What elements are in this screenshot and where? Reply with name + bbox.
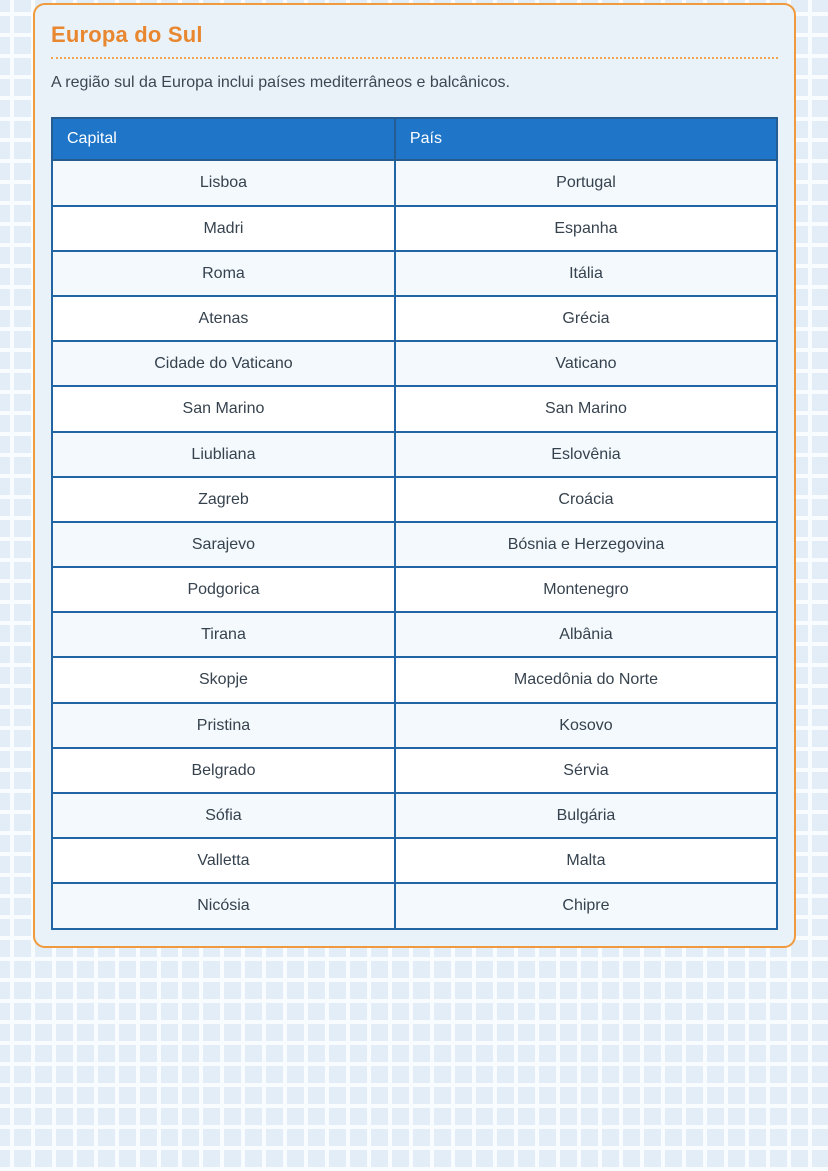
table-row	[52, 748, 777, 793]
capital-cell: Nicósia	[52, 883, 395, 928]
region-description: A região sul da Europa inclui países mediterrâneos e balcânicos.	[51, 74, 510, 91]
table-row	[52, 341, 777, 386]
country-cell: Montenegro	[395, 567, 777, 612]
capital-cell: Lisboa	[52, 160, 395, 205]
table-row	[52, 386, 777, 431]
table-row	[52, 838, 777, 883]
capital-cell: Cidade do Vaticano	[52, 341, 395, 386]
capital-cell: Liubliana	[52, 432, 395, 477]
country-cell: Chipre	[395, 883, 777, 928]
capital-cell: Skopje	[52, 657, 395, 702]
country-cell: Malta	[395, 838, 777, 883]
capitals-table-body	[52, 160, 777, 928]
table-row	[52, 432, 777, 477]
table-row	[52, 522, 777, 567]
country-cell: San Marino	[395, 386, 777, 431]
column-header-country: País	[395, 118, 777, 160]
table-row	[52, 477, 777, 522]
country-cell: Portugal	[395, 160, 777, 205]
table-row	[52, 296, 777, 341]
table-row	[52, 567, 777, 612]
header-row	[52, 118, 777, 160]
table-row	[52, 883, 777, 928]
country-cell: Grécia	[395, 296, 777, 341]
country-cell: Kosovo	[395, 703, 777, 748]
capital-cell: Zagreb	[52, 477, 395, 522]
country-cell: Croácia	[395, 477, 777, 522]
table-row	[52, 793, 777, 838]
capital-cell: Roma	[52, 251, 395, 296]
capital-cell: Pristina	[52, 703, 395, 748]
country-cell: Albânia	[395, 612, 777, 657]
capital-cell: San Marino	[52, 386, 395, 431]
region-card	[33, 3, 796, 948]
capitals-table-header	[52, 118, 777, 160]
country-cell: Bósnia e Herzegovina	[395, 522, 777, 567]
column-header-capital: Capital	[52, 118, 395, 160]
country-cell: Espanha	[395, 206, 777, 251]
capital-cell: Podgorica	[52, 567, 395, 612]
capitals-table	[51, 117, 778, 929]
capital-cell: Madri	[52, 206, 395, 251]
table-row	[52, 657, 777, 702]
capital-cell: Atenas	[52, 296, 395, 341]
capital-cell: Valletta	[52, 838, 395, 883]
table-row	[52, 703, 777, 748]
country-cell: Bulgária	[395, 793, 777, 838]
table-row	[52, 160, 777, 205]
table-row	[52, 251, 777, 296]
country-cell: Sérvia	[395, 748, 777, 793]
capital-cell: Sófia	[52, 793, 395, 838]
table-row	[52, 612, 777, 657]
table-row	[52, 206, 777, 251]
country-cell: Macedônia do Norte	[395, 657, 777, 702]
country-cell: Vaticano	[395, 341, 777, 386]
capital-cell: Sarajevo	[52, 522, 395, 567]
country-cell: Eslovênia	[395, 432, 777, 477]
capital-cell: Belgrado	[52, 748, 395, 793]
region-title: Europa do Sul	[51, 22, 778, 59]
capital-cell: Tirana	[52, 612, 395, 657]
country-cell: Itália	[395, 251, 777, 296]
